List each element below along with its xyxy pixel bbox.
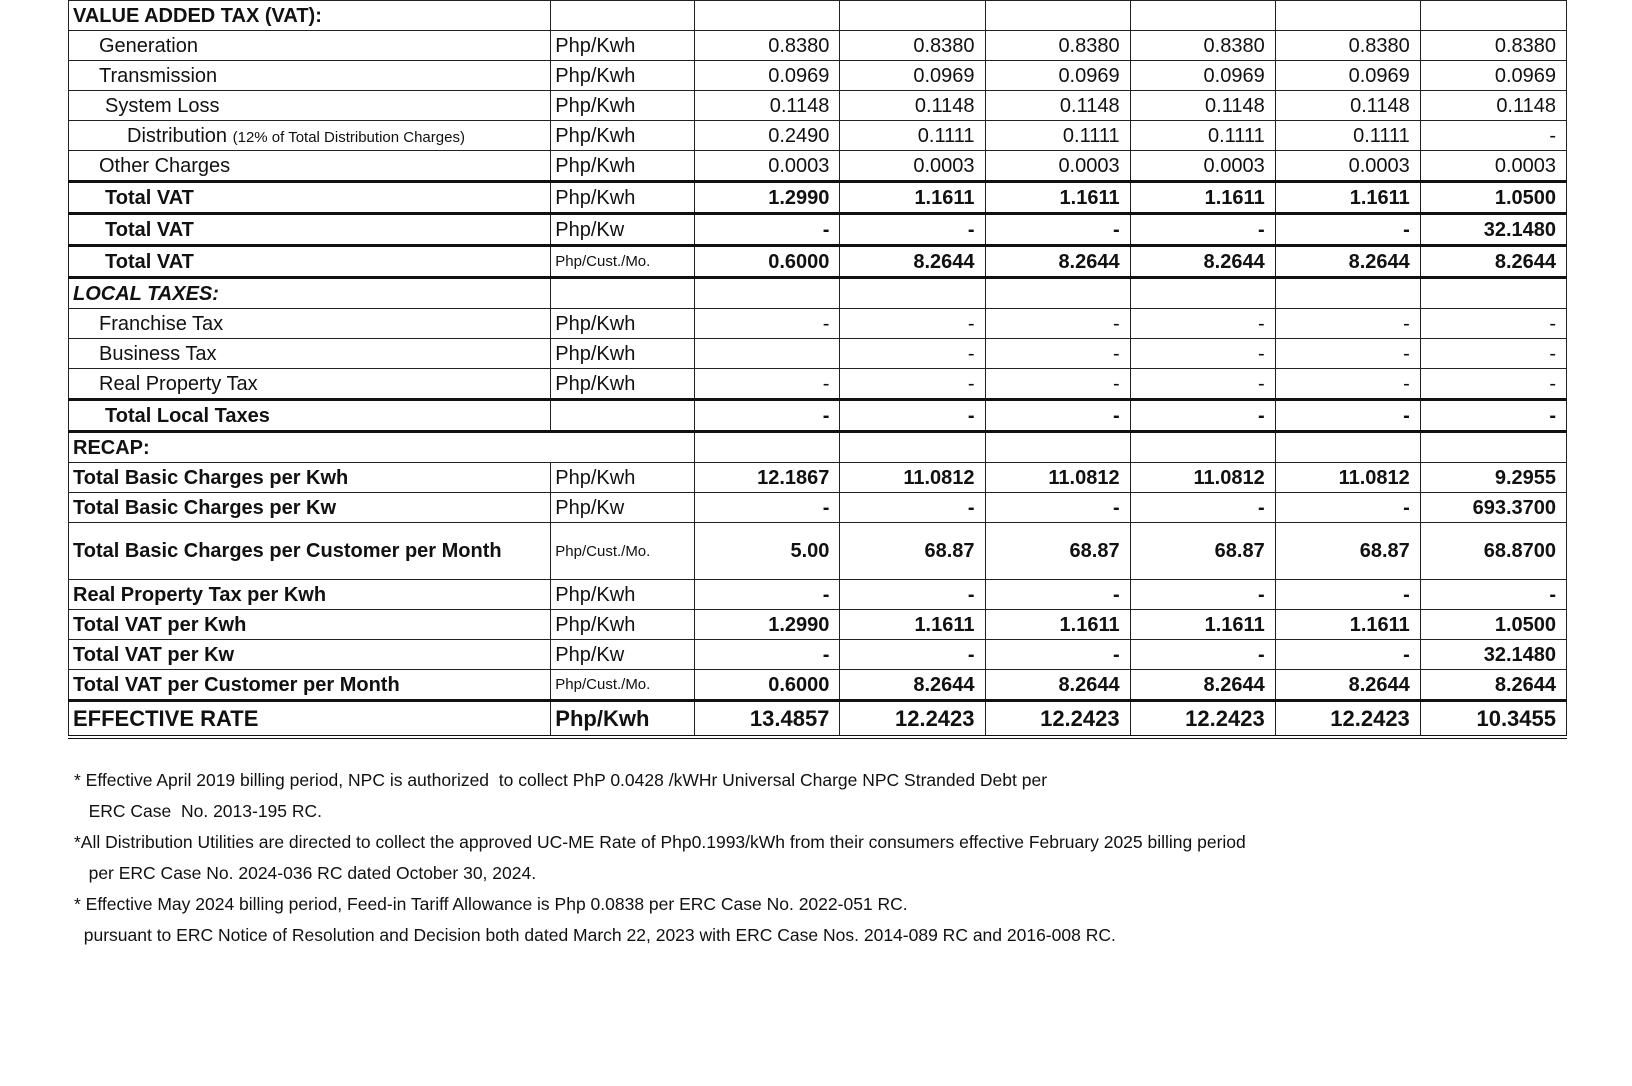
total-vat-row — [69, 182, 1567, 214]
value-cell — [1130, 432, 1275, 463]
value-cell: 0.1111 — [985, 121, 1130, 151]
row-label — [69, 523, 551, 580]
value-cell: 0.0969 — [1420, 61, 1566, 91]
local-tax-row — [69, 309, 1567, 339]
footnote-line: * Effective May 2024 billing period, Feed-in Tariff Allowance is Php 0.0838 per ERC Case No. 2022-051 RC. — [74, 894, 908, 914]
value-cell: - — [840, 493, 985, 523]
row-label-text: Business Tax — [99, 342, 217, 365]
value-cell — [985, 278, 1130, 309]
value-cell: - — [695, 400, 840, 432]
unit-cell: Php/Kwh — [551, 610, 695, 640]
row-label — [69, 640, 551, 670]
value-cell: 12.2423 — [1130, 701, 1275, 738]
row-label — [69, 91, 551, 121]
value-cell: 8.2644 — [840, 670, 985, 701]
value-cell: 0.0969 — [985, 61, 1130, 91]
value-cell: 8.2644 — [985, 246, 1130, 278]
value-cell: - — [695, 369, 840, 400]
row-label-text: Total VAT — [105, 218, 194, 241]
unit-cell — [551, 278, 695, 309]
value-cell: - — [840, 640, 985, 670]
unit-cell: Php/Kwh — [551, 463, 695, 493]
value-cell: 1.1611 — [985, 610, 1130, 640]
vat-header-row — [69, 1, 1567, 31]
local-tax-row — [69, 339, 1567, 369]
value-cell: 1.0500 — [1420, 182, 1566, 214]
value-cell: 0.0003 — [1275, 151, 1420, 182]
value-cell: 0.0969 — [840, 61, 985, 91]
value-cell — [1420, 278, 1566, 309]
value-cell: 8.2644 — [1420, 246, 1566, 278]
row-label-note: (12% of Total Distribution Charges) — [232, 128, 465, 146]
value-cell: - — [1130, 640, 1275, 670]
row-label — [69, 400, 551, 432]
value-cell: 1.1611 — [1275, 610, 1420, 640]
recap-header: RECAP: — [69, 432, 695, 463]
value-cell — [840, 278, 985, 309]
value-cell — [1275, 1, 1420, 31]
footnote-line: pursuant to ERC Notice of Resolution and Decision both dated March 22, 2023 with ERC Case Nos. 2014-089 RC and 2016-008 RC. — [74, 925, 1116, 945]
value-cell: 0.0003 — [840, 151, 985, 182]
value-cell: - — [1420, 339, 1566, 369]
value-cell: 0.0003 — [985, 151, 1130, 182]
value-cell: 0.0003 — [695, 151, 840, 182]
unit-cell: Php/Kwh — [551, 369, 695, 400]
value-cell: - — [695, 493, 840, 523]
row-label-text: Real Property Tax — [99, 372, 258, 395]
value-cell: - — [1420, 369, 1566, 400]
total-vat-row — [69, 246, 1567, 278]
row-label-text: Other Charges — [99, 154, 231, 177]
row-label — [69, 121, 551, 151]
value-cell: 12.2423 — [985, 701, 1130, 738]
row-label — [69, 369, 551, 400]
row-label — [69, 670, 551, 701]
value-cell: - — [695, 580, 840, 610]
row-label-text: Real Property Tax per Kwh — [73, 583, 327, 606]
unit-cell: Php/Kwh — [551, 701, 695, 738]
effective-rate-row — [69, 701, 1567, 738]
value-cell: 10.3455 — [1420, 701, 1566, 738]
unit-cell: Php/Kw — [551, 493, 695, 523]
value-cell: 0.1148 — [1130, 91, 1275, 121]
value-cell — [695, 339, 840, 369]
value-cell: - — [985, 309, 1130, 339]
value-cell: - — [1130, 493, 1275, 523]
value-cell — [695, 432, 840, 463]
value-cell — [1130, 1, 1275, 31]
value-cell: 693.3700 — [1420, 493, 1566, 523]
value-cell: 8.2644 — [1275, 246, 1420, 278]
local-header: LOCAL TAXES: — [69, 278, 551, 309]
value-cell: 0.0969 — [695, 61, 840, 91]
value-cell: - — [695, 214, 840, 246]
value-cell: 68.87 — [840, 523, 985, 580]
value-cell — [985, 432, 1130, 463]
footnote-line: per ERC Case No. 2024-036 RC dated October 30, 2024. — [74, 863, 537, 883]
value-cell: - — [985, 369, 1130, 400]
row-label — [69, 246, 551, 278]
value-cell: 0.8380 — [985, 31, 1130, 61]
row-label — [69, 493, 551, 523]
value-cell: 1.1611 — [985, 182, 1130, 214]
row-label-text: Total VAT — [105, 186, 194, 209]
row-label-text: Total Basic Charges per Kw — [73, 496, 337, 519]
unit-cell: Php/Kw — [551, 640, 695, 670]
value-cell: - — [840, 580, 985, 610]
value-cell: 0.1111 — [840, 121, 985, 151]
value-cell: - — [1275, 369, 1420, 400]
value-cell: 68.87 — [1130, 523, 1275, 580]
value-cell: - — [1130, 309, 1275, 339]
row-label-text: Total Basic Charges per Kwh — [73, 466, 349, 489]
value-cell: - — [1275, 309, 1420, 339]
value-cell: - — [985, 339, 1130, 369]
value-cell: 0.0003 — [1420, 151, 1566, 182]
value-cell: 0.1148 — [695, 91, 840, 121]
value-cell: - — [985, 493, 1130, 523]
unit-cell: Php/Cust./Mo. — [551, 246, 695, 278]
row-label-text: Franchise Tax — [99, 312, 224, 335]
recap-row — [69, 463, 1567, 493]
row-label-text: Distribution — [127, 124, 228, 147]
value-cell: - — [1420, 580, 1566, 610]
vat-row — [69, 31, 1567, 61]
row-label-text: Total VAT per Customer per Month — [73, 673, 400, 696]
value-cell: 1.2990 — [695, 610, 840, 640]
unit-cell — [551, 400, 695, 432]
unit-cell — [551, 1, 695, 31]
row-label — [69, 309, 551, 339]
footnote-line: * Effective April 2019 billing period, NPC is authorized to collect PhP 0.0428 /kWHr Universal Charge NPC Stranded Debt per — [74, 770, 1048, 790]
value-cell: 0.1148 — [1275, 91, 1420, 121]
value-cell: - — [1130, 214, 1275, 246]
value-cell — [840, 1, 985, 31]
value-cell: 68.87 — [985, 523, 1130, 580]
unit-cell: Php/Cust./Mo. — [551, 670, 695, 701]
value-cell: - — [1420, 121, 1566, 151]
recap-header-row — [69, 432, 1567, 463]
row-label — [69, 151, 551, 182]
unit-cell: Php/Kwh — [551, 339, 695, 369]
row-label-text: Total VAT per Kw — [73, 643, 235, 666]
row-label — [69, 61, 551, 91]
row-label — [69, 339, 551, 369]
rate-table-body — [69, 1, 1567, 738]
row-label-text: Transmission — [99, 64, 218, 87]
value-cell — [1275, 432, 1420, 463]
value-cell: 0.8380 — [1275, 31, 1420, 61]
footnotes — [74, 765, 1474, 951]
value-cell: 0.8380 — [695, 31, 840, 61]
unit-cell: Php/Kwh — [551, 31, 695, 61]
row-label-text: Total VAT per Kwh — [73, 613, 247, 636]
unit-cell: Php/Kwh — [551, 121, 695, 151]
value-cell: - — [695, 640, 840, 670]
unit-cell: Php/Kw — [551, 214, 695, 246]
value-cell: 11.0812 — [840, 463, 985, 493]
recap-row — [69, 493, 1567, 523]
value-cell: 0.6000 — [695, 246, 840, 278]
footnote-line: *All Distribution Utilities are directed to collect the approved UC-ME Rate of Php0.1993/kWh from their consumers effective February 2025 billing period — [74, 832, 1246, 852]
value-cell: 0.0003 — [1130, 151, 1275, 182]
value-cell: 8.2644 — [985, 670, 1130, 701]
recap-row — [69, 610, 1567, 640]
row-label-text: System Loss — [105, 94, 220, 117]
value-cell: 32.1480 — [1420, 214, 1566, 246]
value-cell: - — [695, 309, 840, 339]
value-cell: 0.2490 — [695, 121, 840, 151]
row-label — [69, 701, 551, 738]
total-local-row — [69, 400, 1567, 432]
value-cell: 12.2423 — [1275, 701, 1420, 738]
footnote-line: ERC Case No. 2013-195 RC. — [74, 801, 323, 821]
value-cell: 1.1611 — [1130, 182, 1275, 214]
value-cell: 11.0812 — [985, 463, 1130, 493]
unit-cell: Php/Kwh — [551, 151, 695, 182]
recap-row — [69, 670, 1567, 701]
value-cell: - — [1130, 400, 1275, 432]
vat-row — [69, 91, 1567, 121]
row-label — [69, 463, 551, 493]
unit-cell: Php/Cust./Mo. — [551, 523, 695, 580]
value-cell: 0.0969 — [1130, 61, 1275, 91]
value-cell: 0.6000 — [695, 670, 840, 701]
value-cell: 8.2644 — [1130, 246, 1275, 278]
unit-cell: Php/Kwh — [551, 309, 695, 339]
recap-row — [69, 580, 1567, 610]
value-cell: 9.2955 — [1420, 463, 1566, 493]
recap-row — [69, 640, 1567, 670]
value-cell: 1.2990 — [695, 182, 840, 214]
value-cell: 8.2644 — [1130, 670, 1275, 701]
unit-cell: Php/Kwh — [551, 580, 695, 610]
value-cell: 5.00 — [695, 523, 840, 580]
value-cell: - — [1275, 580, 1420, 610]
value-cell — [1275, 278, 1420, 309]
value-cell: 32.1480 — [1420, 640, 1566, 670]
row-label — [69, 580, 551, 610]
value-cell: 1.1611 — [840, 610, 985, 640]
vat-row — [69, 151, 1567, 182]
rate-table — [68, 0, 1567, 739]
value-cell: 0.0969 — [1275, 61, 1420, 91]
value-cell: 68.87 — [1275, 523, 1420, 580]
value-cell: - — [1275, 493, 1420, 523]
value-cell: 1.1611 — [840, 182, 985, 214]
value-cell: 1.1611 — [1275, 182, 1420, 214]
value-cell: 0.1148 — [1420, 91, 1566, 121]
row-label-text: Total Basic Charges per Customer per Month — [73, 540, 502, 562]
value-cell: - — [985, 214, 1130, 246]
unit-cell: Php/Kwh — [551, 91, 695, 121]
value-cell: 1.1611 — [1130, 610, 1275, 640]
value-cell — [840, 432, 985, 463]
row-label — [69, 182, 551, 214]
value-cell: - — [985, 640, 1130, 670]
local-header-row — [69, 278, 1567, 309]
unit-cell: Php/Kwh — [551, 61, 695, 91]
value-cell — [985, 1, 1130, 31]
value-cell: - — [1275, 400, 1420, 432]
value-cell: 0.1148 — [985, 91, 1130, 121]
value-cell: 0.8380 — [1420, 31, 1566, 61]
value-cell: 0.1111 — [1130, 121, 1275, 151]
row-label — [69, 610, 551, 640]
value-cell: 12.1867 — [695, 463, 840, 493]
value-cell: 11.0812 — [1275, 463, 1420, 493]
total-vat-row — [69, 214, 1567, 246]
value-cell: - — [985, 580, 1130, 610]
vat-row — [69, 61, 1567, 91]
value-cell: - — [1130, 369, 1275, 400]
value-cell: - — [1275, 640, 1420, 670]
row-label-text: Total Local Taxes — [105, 404, 270, 427]
value-cell: - — [1275, 339, 1420, 369]
value-cell: - — [1130, 580, 1275, 610]
vat-header: VALUE ADDED TAX (VAT): — [69, 1, 551, 31]
value-cell — [695, 278, 840, 309]
value-cell: 8.2644 — [1275, 670, 1420, 701]
value-cell: - — [840, 369, 985, 400]
value-cell: - — [1420, 309, 1566, 339]
local-tax-row — [69, 369, 1567, 400]
value-cell: - — [985, 400, 1130, 432]
row-label-text: Total VAT — [105, 250, 194, 273]
value-cell: - — [840, 400, 985, 432]
recap-row — [69, 523, 1567, 580]
row-label — [69, 31, 551, 61]
row-label-text: EFFECTIVE RATE — [73, 705, 259, 731]
value-cell: - — [1420, 400, 1566, 432]
value-cell: - — [1275, 214, 1420, 246]
value-cell: 0.1111 — [1275, 121, 1420, 151]
unit-cell: Php/Kwh — [551, 182, 695, 214]
value-cell: - — [840, 339, 985, 369]
value-cell: 68.8700 — [1420, 523, 1566, 580]
value-cell: 8.2644 — [1420, 670, 1566, 701]
value-cell: 0.1148 — [840, 91, 985, 121]
value-cell — [695, 1, 840, 31]
value-cell: 12.2423 — [840, 701, 985, 738]
row-label-text: Generation — [99, 34, 198, 57]
value-cell: - — [840, 214, 985, 246]
value-cell — [1420, 1, 1566, 31]
value-cell: 11.0812 — [1130, 463, 1275, 493]
value-cell: 1.0500 — [1420, 610, 1566, 640]
value-cell: 0.8380 — [1130, 31, 1275, 61]
value-cell: 0.8380 — [840, 31, 985, 61]
vat-row — [69, 121, 1567, 151]
value-cell: - — [1130, 339, 1275, 369]
value-cell: 13.4857 — [695, 701, 840, 738]
value-cell: - — [840, 309, 985, 339]
row-label — [69, 214, 551, 246]
value-cell: 8.2644 — [840, 246, 985, 278]
value-cell — [1130, 278, 1275, 309]
value-cell — [1420, 432, 1566, 463]
